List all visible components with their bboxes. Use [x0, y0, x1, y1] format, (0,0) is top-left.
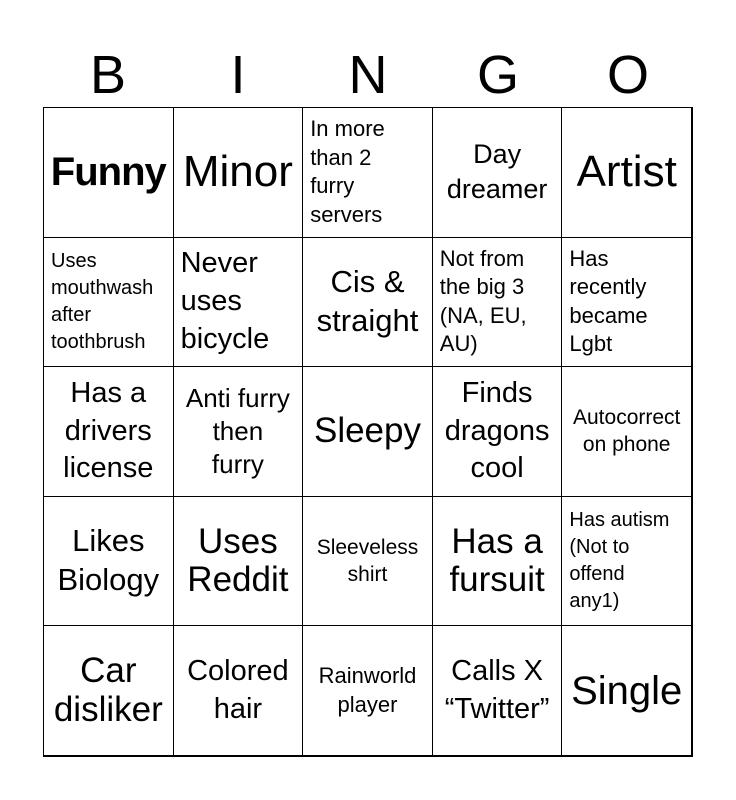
- header-letter-o: O: [606, 45, 649, 105]
- bingo-grid: [43, 107, 693, 757]
- bingo-cell[interactable]: Sleeveless shirt: [302, 496, 433, 627]
- bingo-cell[interactable]: Not from the big 3 (NA, EU, AU): [432, 237, 563, 368]
- bingo-cell[interactable]: Has a drivers license: [43, 366, 174, 497]
- bingo-cell[interactable]: Finds dragons cool: [432, 366, 563, 497]
- bingo-cell[interactable]: Autocorrect on phone: [561, 366, 692, 497]
- bingo-cell[interactable]: Uses mouthwash after toothbrush: [43, 237, 174, 368]
- bingo-cell[interactable]: Has autism (Not to offend any1): [561, 496, 692, 627]
- header-letter-n: N: [348, 45, 388, 105]
- bingo-cell[interactable]: Sleepy: [302, 366, 433, 497]
- bingo-cell[interactable]: Colored hair: [173, 625, 304, 756]
- bingo-cell[interactable]: In more than 2 furry servers: [302, 107, 433, 238]
- bingo-cell[interactable]: Anti furry then furry: [173, 366, 304, 497]
- bingo-cell[interactable]: Artist: [561, 107, 692, 238]
- bingo-cell[interactable]: Minor: [173, 107, 304, 238]
- bingo-cell[interactable]: Cis & straight: [302, 237, 433, 368]
- bingo-cell[interactable]: Has a fursuit: [432, 496, 563, 627]
- header-letter-b: B: [89, 45, 127, 105]
- bingo-cell[interactable]: Funny: [43, 107, 174, 238]
- header-letter-g: G: [476, 45, 519, 105]
- header-letter-i: I: [230, 45, 246, 105]
- bingo-cell[interactable]: Never uses bicycle: [173, 237, 304, 368]
- bingo-cell[interactable]: Has recently became Lgbt: [561, 237, 692, 368]
- bingo-cell[interactable]: Rainworld player: [302, 625, 433, 756]
- bingo-cell[interactable]: Day dreamer: [432, 107, 563, 238]
- bingo-cell[interactable]: Single: [561, 625, 692, 756]
- bingo-cell[interactable]: Calls X “Twitter”: [432, 625, 563, 756]
- bingo-header: [43, 44, 693, 106]
- bingo-cell[interactable]: Uses Reddit: [173, 496, 304, 627]
- bingo-cell[interactable]: Likes Biology: [43, 496, 174, 627]
- bingo-cell[interactable]: Car disliker: [43, 625, 174, 756]
